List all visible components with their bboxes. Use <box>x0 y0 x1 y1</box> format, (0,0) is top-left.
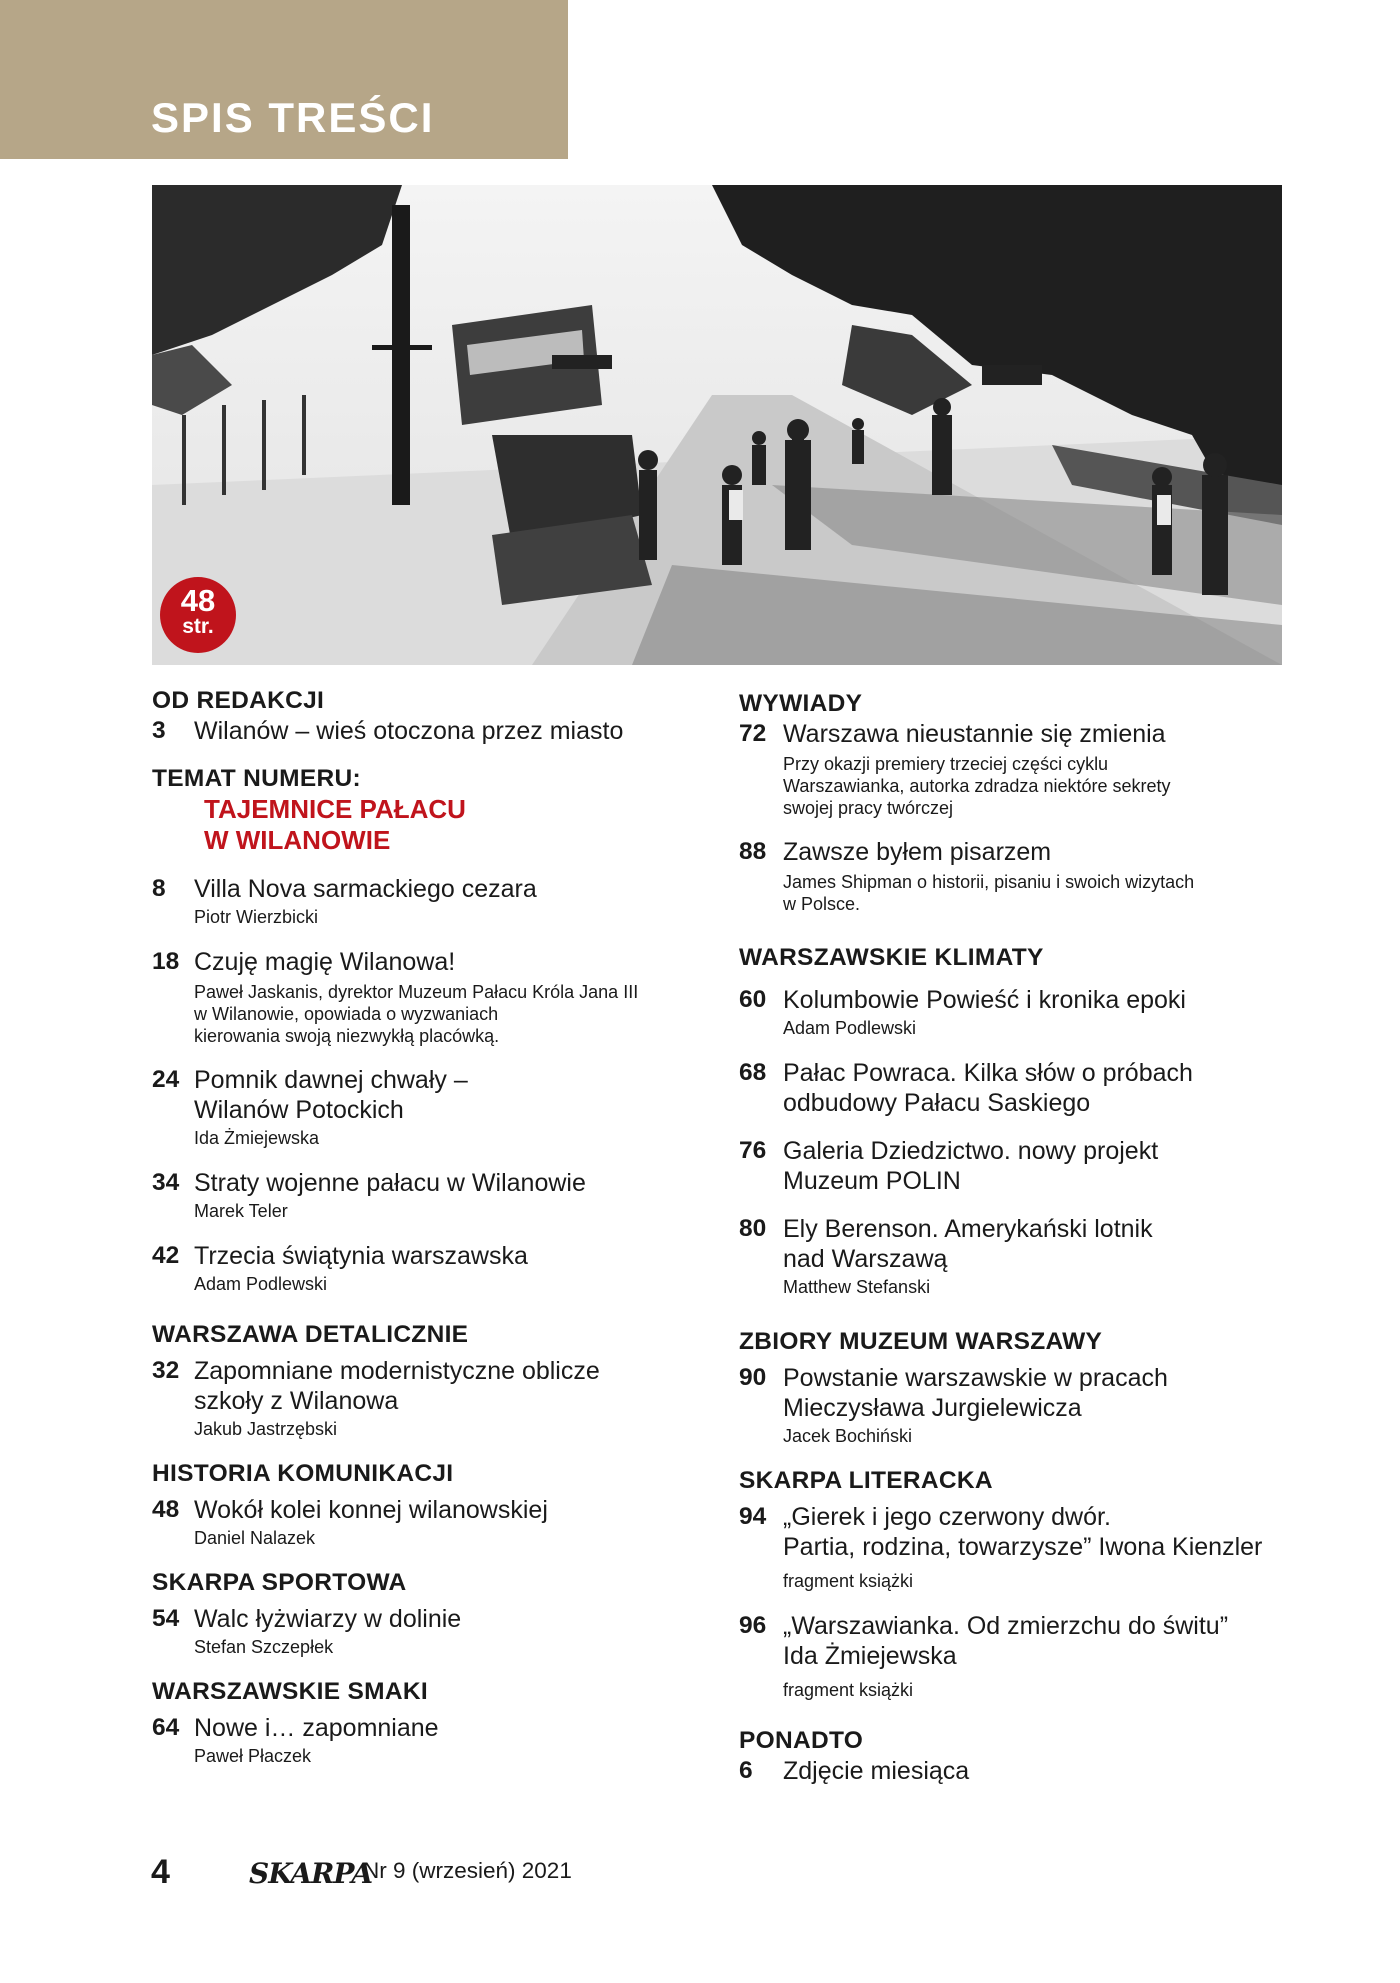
entry-title: Czuję magię Wilanowa! <box>194 948 456 976</box>
entry-page: 76 <box>739 1137 767 1164</box>
section-wywiady <box>739 689 1299 915</box>
toc-entry[interactable] <box>739 985 1299 1040</box>
section-title: SKARPA LITERACKA <box>739 1467 993 1494</box>
toc-right-column <box>739 689 1299 1804</box>
entry-author: Adam Podlewski <box>194 1274 328 1294</box>
entry-title: Trzecia świątynia warszawska <box>194 1242 528 1270</box>
entry-title: Villa Nova sarmackiego cezara <box>194 875 537 903</box>
section-title: WYWIADY <box>739 690 863 717</box>
description-line: kierowania swoją niezwykłą placówką. <box>194 1026 500 1046</box>
entry-title: Warszawa nieustannie się zmienia <box>783 720 1166 748</box>
entry-page: 90 <box>739 1364 767 1391</box>
toc-entry[interactable] <box>152 947 692 1047</box>
entry-page: 8 <box>152 875 166 902</box>
entry-title: Zapomniane modernistyczne oblicze <box>194 1357 600 1385</box>
entry-page: 80 <box>739 1215 767 1242</box>
section-title: WARSZAWA DETALICZNIE <box>152 1321 469 1348</box>
entry-title: Nowe i… zapomniane <box>194 1714 439 1742</box>
entry-author: Matthew Stefanski <box>783 1277 931 1297</box>
section-temat-numeru <box>152 764 692 1296</box>
toc-entry[interactable] <box>739 837 1299 915</box>
toc-entry[interactable] <box>152 1356 692 1441</box>
entry-note: fragment książki <box>783 1680 914 1700</box>
badge-number: 48 <box>180 583 216 618</box>
section-title: OD REDAKCJI <box>152 687 325 714</box>
description-line: Paweł Jaskanis, dyrektor Muzeum Pałacu Króla Jana III <box>194 982 639 1002</box>
entry-title: szkoły z Wilanowa <box>194 1387 399 1415</box>
entry-title: nad Warszawą <box>783 1245 948 1273</box>
section-title: SKARPA SPORTOWA <box>152 1569 407 1596</box>
entry-title: Zdjęcie miesiąca <box>783 1757 970 1785</box>
badge-unit: str. <box>182 615 214 638</box>
entry-author: Daniel Nalazek <box>194 1528 316 1548</box>
entry-title: „Warszawianka. Od zmierzchu do świtu” <box>783 1612 1229 1640</box>
description-line: Przy okazji premiery trzeciej części cyklu <box>783 754 1109 774</box>
entry-title: Galeria Dziedzictwo. nowy projekt <box>783 1137 1159 1165</box>
entry-page: 32 <box>152 1357 180 1384</box>
toc-entry[interactable] <box>739 1756 1299 1786</box>
entry-description <box>194 981 692 1047</box>
section-skarpa-literacka <box>739 1466 1299 1702</box>
entry-title: Wilanów – wieś otoczona przez miasto <box>194 717 624 745</box>
toc-entry[interactable] <box>152 1241 692 1296</box>
page-title: SPIS TREŚCI <box>151 94 435 141</box>
entry-page: 24 <box>152 1066 180 1093</box>
entry-page: 18 <box>152 948 180 975</box>
entry-title: odbudowy Pałacu Saskiego <box>783 1089 1091 1117</box>
cover-photo <box>152 185 1282 665</box>
toc-entry[interactable] <box>152 1604 692 1659</box>
entry-page: 42 <box>152 1242 180 1269</box>
toc-entry[interactable] <box>739 1214 1299 1299</box>
section-zbiory-muzeum <box>739 1327 1299 1448</box>
toc-entry[interactable] <box>739 1058 1299 1118</box>
description-line: James Shipman o historii, pisaniu i swoich wizytach <box>783 872 1195 892</box>
section-title: HISTORIA KOMUNIKACJI <box>152 1460 454 1487</box>
entry-title: Ely Berenson. Amerykański lotnik <box>783 1215 1153 1243</box>
entry-title: Wokół kolei konnej wilanowskiej <box>194 1496 548 1524</box>
entry-author: Jacek Bochiński <box>783 1426 913 1446</box>
section-title: WARSZAWSKIE KLIMATY <box>739 944 1044 971</box>
section-title: PONADTO <box>739 1727 864 1754</box>
entry-author: Piotr Wierzbicki <box>194 907 319 927</box>
entry-title: Mieczysława Jurgielewicza <box>783 1394 1082 1422</box>
entry-author: Marek Teler <box>194 1201 288 1221</box>
entry-page: 54 <box>152 1605 180 1632</box>
entry-title: Pałac Powraca. Kilka słów o próbach <box>783 1059 1193 1087</box>
entry-page: 68 <box>739 1059 767 1086</box>
entry-page: 64 <box>152 1714 180 1741</box>
description-line: Warszawianka, autorka zdradza niektóre sekrety <box>783 776 1171 796</box>
entry-author: Paweł Płaczek <box>194 1746 312 1766</box>
entry-page: 6 <box>739 1757 753 1784</box>
entry-title: Kolumbowie Powieść i kronika epoki <box>783 986 1186 1014</box>
toc-entry[interactable] <box>739 1502 1299 1593</box>
historic-photo-image <box>152 185 1282 665</box>
page-number: 4 <box>151 1853 170 1891</box>
section-warszawa-detalicznie <box>152 1320 692 1441</box>
page-badge[interactable] <box>160 577 236 653</box>
entry-description <box>783 753 1299 819</box>
entry-author: Stefan Szczepłek <box>194 1637 334 1657</box>
section-title: WARSZAWSKIE SMAKI <box>152 1678 428 1705</box>
entry-page: 96 <box>739 1612 767 1639</box>
entry-page: 3 <box>152 717 166 744</box>
entry-author: Adam Podlewski <box>783 1018 917 1038</box>
entry-title: Zawsze byłem pisarzem <box>783 838 1052 866</box>
entry-title: Partia, rodzina, towarzysze” Iwona Kienzler <box>783 1533 1263 1561</box>
entry-title: „Gierek i jego czerwony dwór. <box>783 1503 1111 1531</box>
theme-title-line: TAJEMNICE PAŁACU <box>204 794 466 824</box>
section-historia-komunikacji <box>152 1459 692 1550</box>
description-line: w Wilanowie, opowiada o wyzwaniach <box>194 1004 499 1024</box>
theme-title-line: W WILANOWIE <box>204 825 391 855</box>
toc-entry[interactable] <box>152 1713 692 1768</box>
toc-entry[interactable] <box>739 1136 1299 1196</box>
entry-title: Wilanów Potockich <box>194 1096 404 1124</box>
entry-title: Walc łyżwiarzy w dolinie <box>194 1605 462 1633</box>
section-title: TEMAT NUMERU: <box>152 765 361 792</box>
section-od-redakcji <box>152 686 692 746</box>
toc-entry[interactable] <box>152 716 692 746</box>
toc-entry[interactable] <box>152 1065 692 1150</box>
entry-page: 88 <box>739 838 767 865</box>
entry-page: 72 <box>739 720 767 747</box>
toc-entry[interactable] <box>152 874 692 929</box>
section-ponadto <box>739 1726 1299 1786</box>
magazine-logo: SKARPA <box>249 1857 373 1890</box>
toc-entry[interactable] <box>739 719 1299 819</box>
entry-title: Muzeum POLIN <box>783 1167 961 1195</box>
entry-page: 94 <box>739 1503 767 1530</box>
entry-page: 34 <box>152 1169 180 1196</box>
section-title: ZBIORY MUZEUM WARSZAWY <box>739 1328 1103 1355</box>
section-warszawskie-klimaty <box>739 943 1299 1299</box>
entry-description <box>783 871 1299 915</box>
toc-entry[interactable] <box>739 1611 1299 1702</box>
toc-left-column <box>152 686 692 1786</box>
entry-author: Jakub Jastrzębski <box>194 1419 338 1439</box>
entry-page: 48 <box>152 1496 180 1523</box>
section-warszawskie-smaki <box>152 1677 692 1768</box>
toc-entry[interactable] <box>739 1363 1299 1448</box>
description-line: swojej pracy twórczej <box>783 798 954 818</box>
entry-title: Powstanie warszawskie w pracach <box>783 1364 1168 1392</box>
section-skarpa-sportowa <box>152 1568 692 1659</box>
entry-author: Ida Żmiejewska <box>194 1128 320 1148</box>
entry-title: Pomnik dawnej chwały – <box>194 1066 468 1094</box>
description-line: w Polsce. <box>783 894 861 914</box>
toc-entry[interactable] <box>152 1495 692 1550</box>
entry-page: 60 <box>739 986 767 1013</box>
entry-note: fragment książki <box>783 1571 914 1591</box>
entry-title: Ida Żmiejewska <box>783 1642 957 1670</box>
issue-info: Nr 9 (wrzesień) 2021 <box>363 1858 572 1883</box>
entry-title: Straty wojenne pałacu w Wilanowie <box>194 1169 586 1197</box>
toc-entry[interactable] <box>152 1168 692 1223</box>
